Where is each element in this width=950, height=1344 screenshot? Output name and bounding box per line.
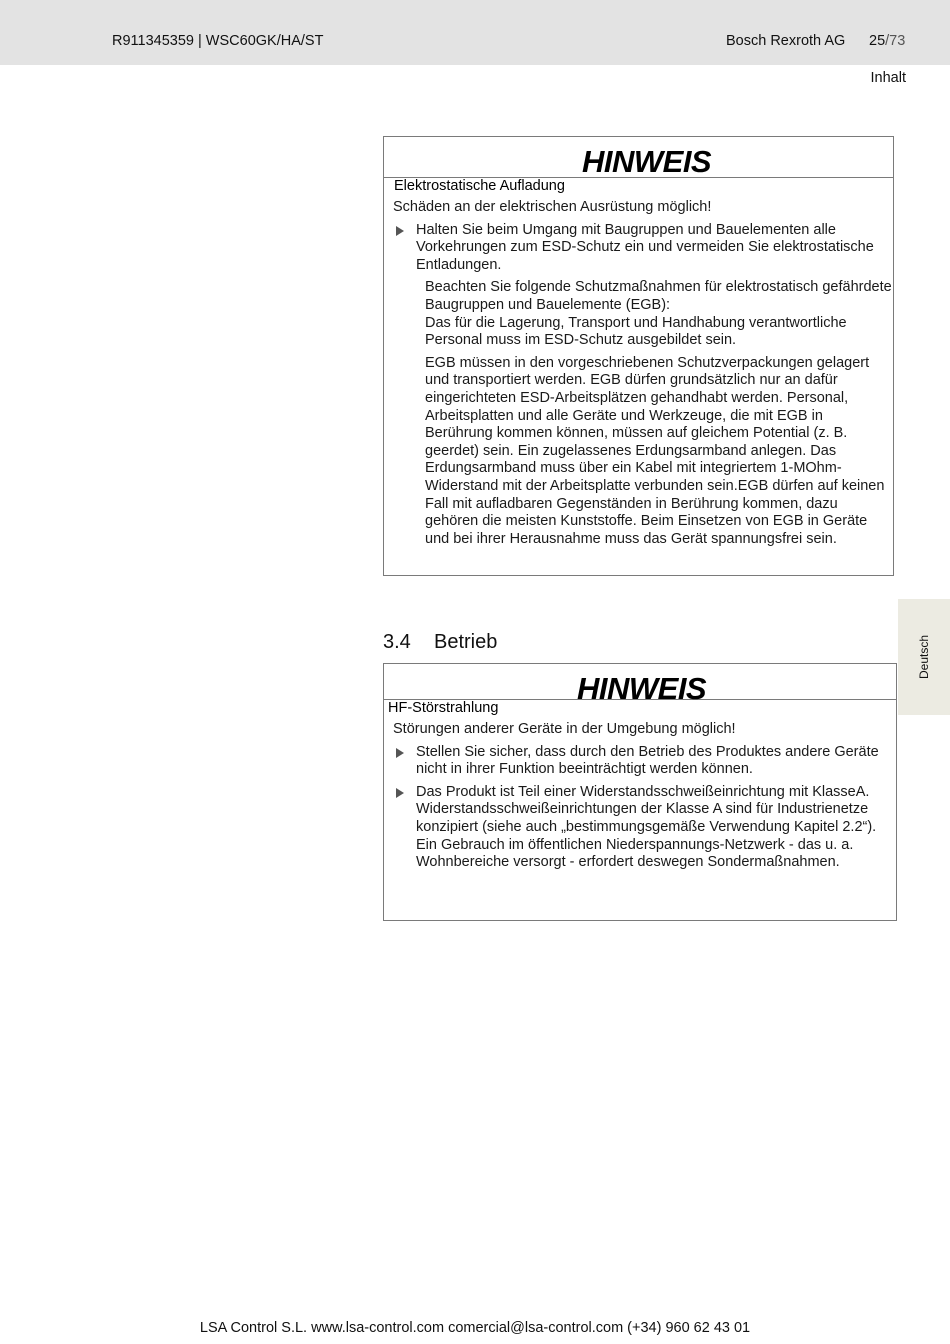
notice-header	[384, 137, 893, 178]
page-total: /73	[885, 33, 906, 49]
notice-consequence: Störungen anderer Geräte in der Umgebung möglich!	[393, 721, 736, 737]
page-header	[0, 0, 950, 65]
page-footer: LSA Control S.L. www.lsa-control.com comercial@lsa-control.com (+34) 960 62 43 01	[199, 1320, 751, 1336]
bullet-text: Halten Sie beim Umgang mit Baugruppen und Bauelementen alle Vorkehrungen zum ESD-Schutz ein und vermeiden Sie elektrostatische Entladungen.	[416, 221, 874, 273]
notice-paragraph	[393, 279, 893, 349]
notice-title: HINWEIS	[582, 144, 712, 179]
bullet-triangle-icon	[396, 748, 404, 758]
language-tab-label: Deutsch	[917, 634, 931, 680]
notice-title: HINWEIS	[577, 671, 707, 706]
notice-bullet	[393, 222, 893, 275]
contents-link[interactable]: Inhalt	[870, 70, 906, 86]
document-reference: R911345359 | WSC60GK/HA/ST	[112, 33, 324, 49]
bullet-triangle-icon	[396, 788, 404, 798]
notice-bullet	[393, 744, 893, 779]
notice-subtitle: Elektrostatische Aufladung	[394, 178, 565, 194]
language-tab[interactable]	[898, 599, 950, 715]
bullet-text: Das Produkt ist Teil einer Widerstandsschweißeinrichtung mit KlasseA. Widerstandsschweißeinrichtungen der Klasse A sind für Industrienetze konzipiert (siehe auch „bestimmungsgemäße Verwendung Kapitel 2.2“). Ein Gebrauch im öffentlichen Niederspannungs-Netzwerk - das u. a. Wohnbereiche versorgt - erfordert deswegen Sondermaßnahmen.	[416, 783, 877, 871]
notice-header	[384, 664, 896, 706]
section-title: Betrieb	[434, 631, 498, 653]
notice-paragraph-1: Beachten Sie folgende Schutzmaßnahmen für elektrostatisch gefährdete Baugruppen und Bauelemente (EGB):	[425, 279, 892, 313]
section-heading	[383, 631, 497, 654]
page-number	[869, 33, 905, 49]
notice-hf	[383, 663, 897, 921]
notice-paragraph-2: Das für die Lagerung, Transport und Handhabung verantwortliche Personal muss im ESD-Schutz ausgebildet sein.	[425, 314, 847, 349]
notice-bullet	[393, 784, 893, 872]
bullet-text: Stellen Sie sicher, dass durch den Betrieb des Produktes andere Geräte nicht in ihrer Funktion beeinträchtigt werden können.	[416, 743, 879, 778]
page-current: 25	[869, 33, 886, 49]
notice-paragraph-3: EGB müssen in den vorgeschriebenen Schutzverpackungen gelagert und transportiert werden. EGB dürfen grundsätzlich nur an dafür eingerichteten ESD-Arbeitsplätzen gehandhabt werden. Personal, Arbeitsplatten und alle Geräte und Werkzeuge, die mit EGB in Berührung kommen können, müssen auf gleichem Potential (z. B. geerdet) sein. Ein zugelassenes Erdungsarmband anlegen. Das Erdungsarmband muss über ein Kabel mit integriertem 1-MOhm-Widerstand mit der Arbeitsplatte verbunden sein.EGB dürfen auf keinen Fall mit aufladbaren Gegenständen in Berührung kommen, dazu gehören die meisten Kunststoffe. Beim Einsetzen von EGB in Geräte und bei ihrer Herausnahme muss das Gerät spannungsfrei sein.	[425, 354, 885, 547]
notice-subtitle: HF-Störstrahlung	[388, 700, 499, 716]
notice-esd	[383, 136, 894, 576]
notice-body	[393, 199, 893, 553]
company-name: Bosch Rexroth AG	[726, 33, 846, 49]
notice-body	[393, 721, 893, 877]
section-number: 3.4	[383, 631, 411, 653]
bullet-triangle-icon	[396, 226, 404, 236]
notice-consequence: Schäden an der elektrischen Ausrüstung möglich!	[393, 199, 712, 215]
